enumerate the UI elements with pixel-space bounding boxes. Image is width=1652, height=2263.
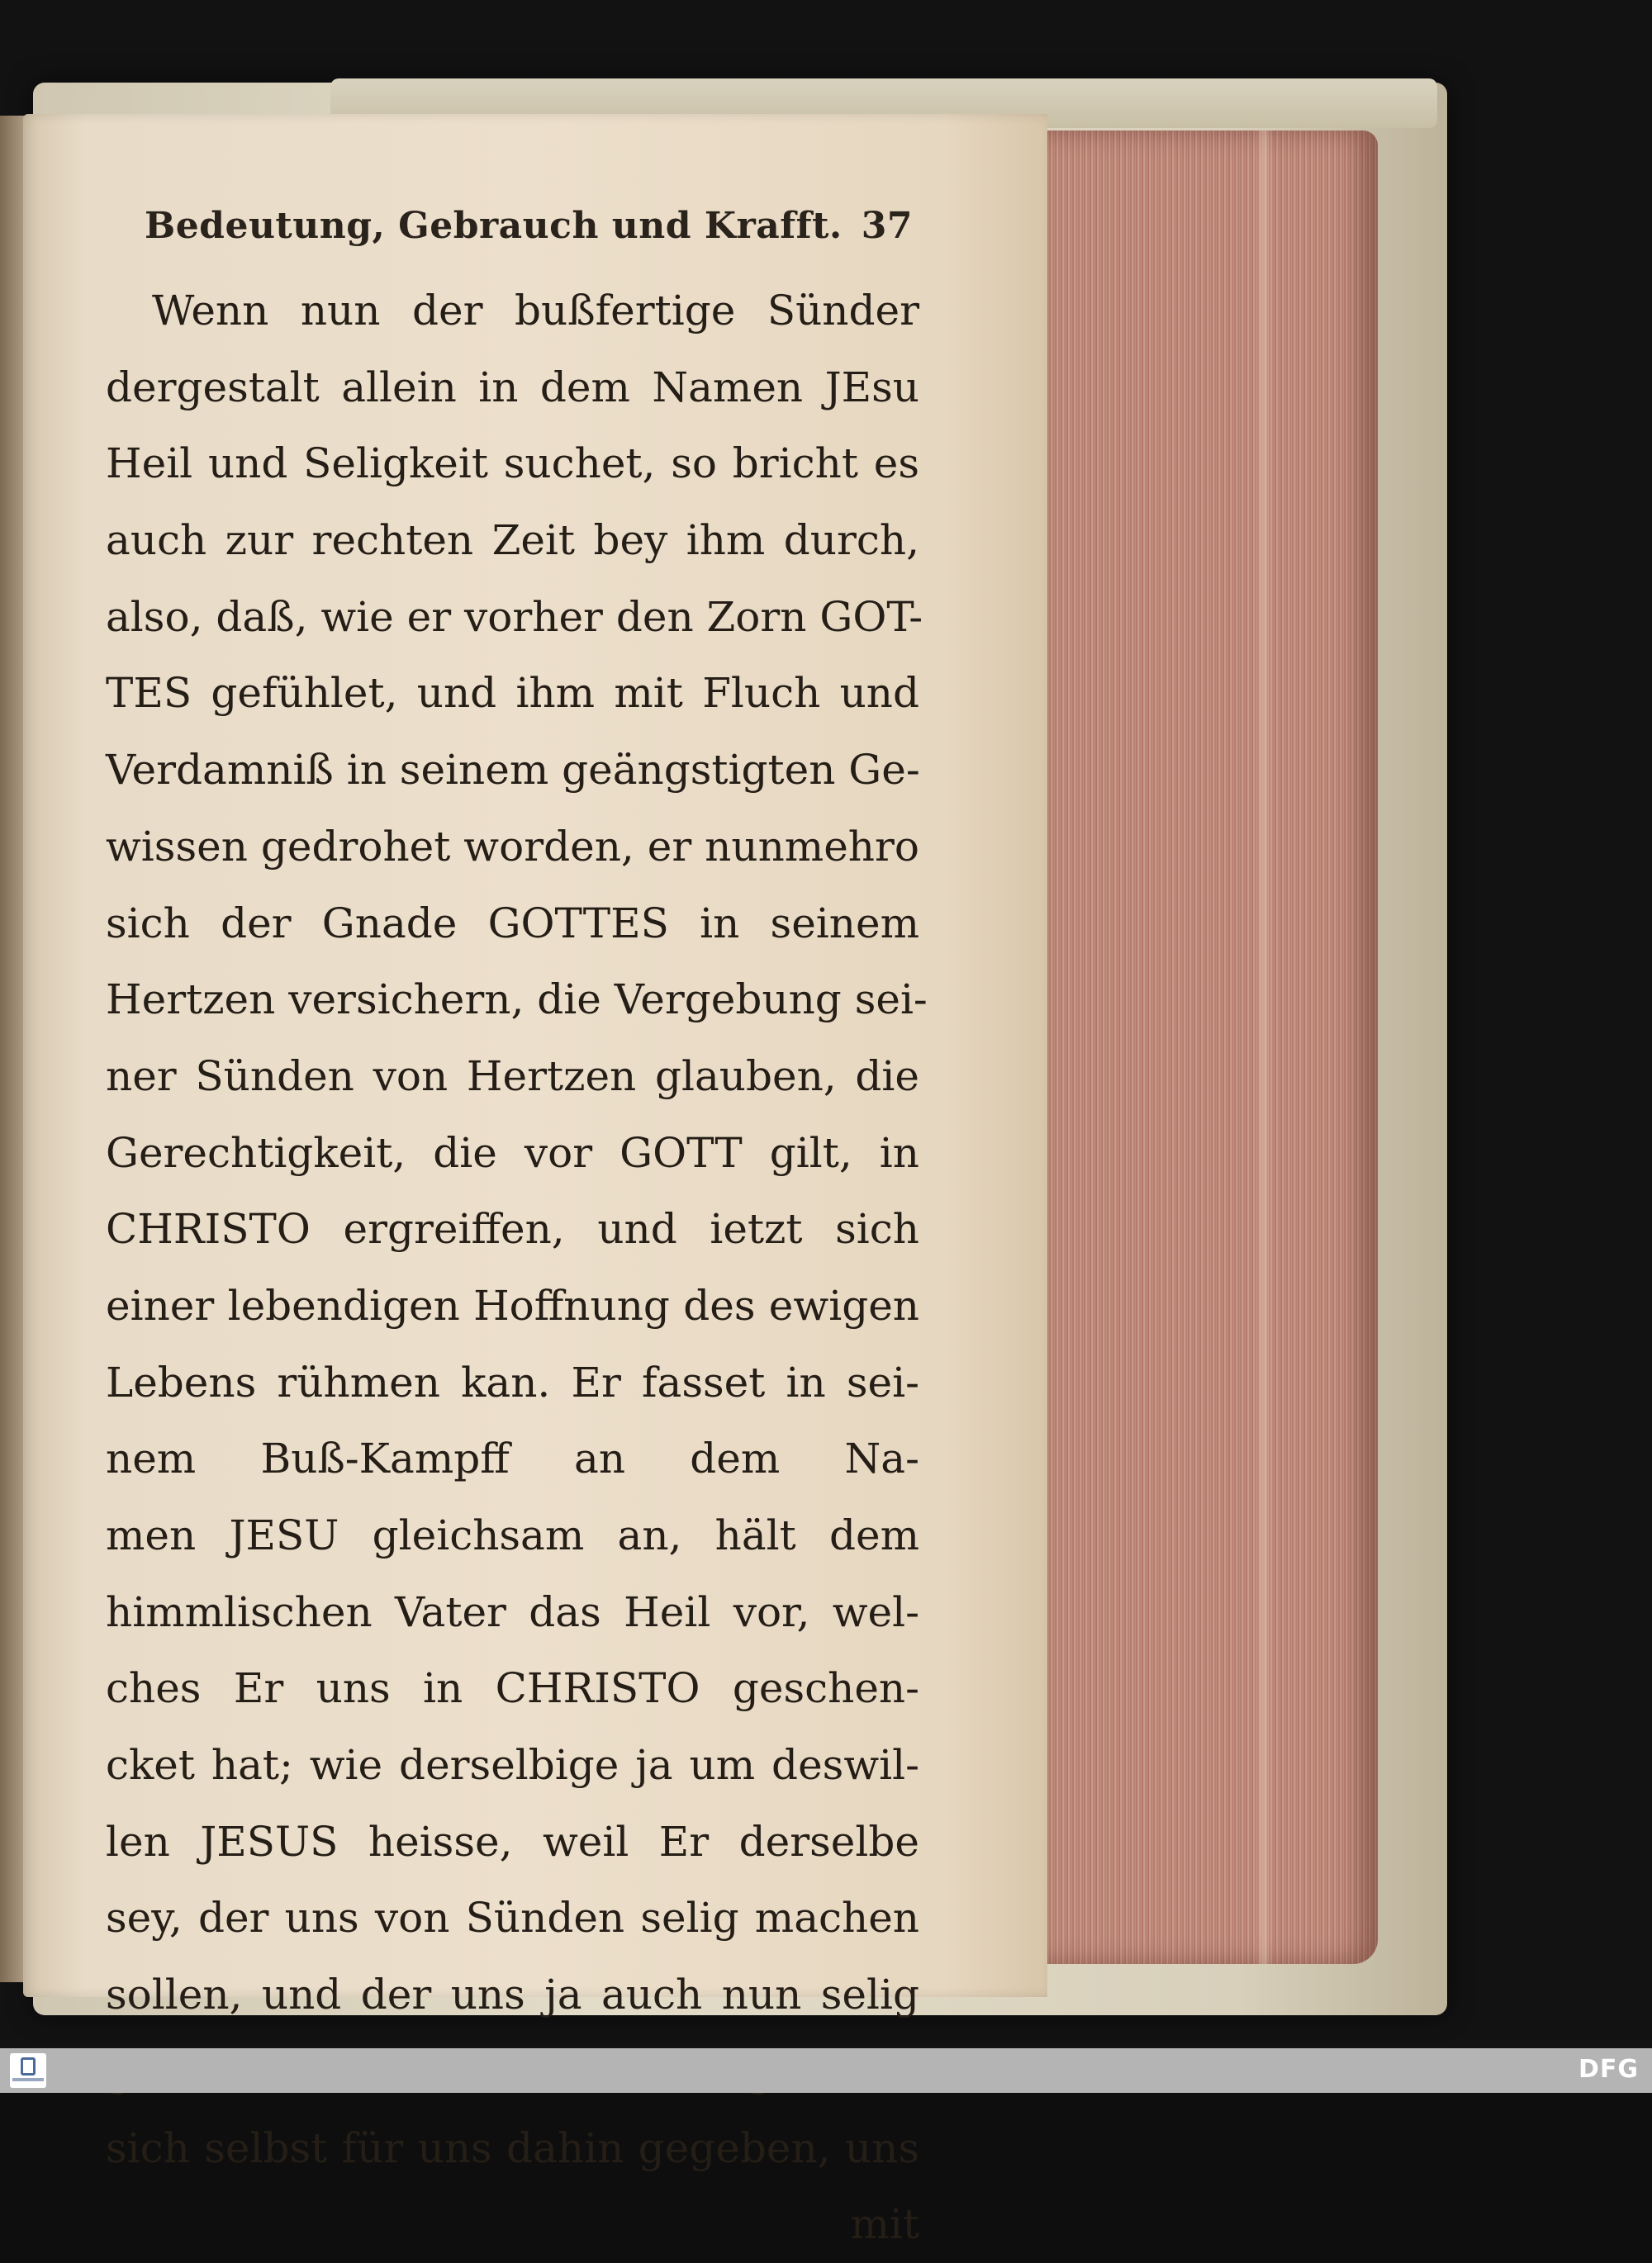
- text-line: cket hat; wie derselbige ja um deswil-: [106, 1741, 919, 1790]
- text-line: Verdamniß in seinem geängstigten Ge-: [106, 746, 920, 795]
- text-line: Wenn nun der bußfertige Sünder: [152, 287, 919, 334]
- viewer-footer-bar: [0, 2048, 1652, 2093]
- text-line: Hertzen versichern, die Vergebung sei-: [106, 975, 928, 1024]
- text-line: TES gefühlet, und ihm mit Fluch und: [106, 669, 919, 718]
- page-number: 37: [861, 205, 913, 247]
- text-line: Lebens rühmen kan. Er fasset in sei-: [106, 1358, 919, 1407]
- text-line: dergestalt allein in dem Namen JEsu: [106, 363, 919, 411]
- text-line: men JESU gleichsam an, hält dem: [106, 1511, 919, 1559]
- text-line: himmlischen Vater das Heil vor, wel-: [106, 1587, 919, 1636]
- text-line: ner Sünden von Hertzen glauben, die: [106, 1051, 919, 1100]
- text-line: sich selbst für uns dahin gegeben, uns: [106, 2123, 919, 2172]
- text-line: sich der Gnade GOTTES in seinem: [106, 899, 919, 947]
- text-line: nem Buß-Kampff an dem Na-: [106, 1435, 919, 1483]
- library-logo-icon[interactable]: [10, 2053, 46, 2088]
- text-line: auch zur rechten Zeit bey ihm durch,: [106, 516, 919, 565]
- running-head: [145, 205, 913, 263]
- library-logo-mark: [21, 2057, 36, 2076]
- text-line: CHRISTO ergreiffen, und ietzt sich: [106, 1205, 919, 1254]
- dfg-logo[interactable]: DFG: [1578, 2055, 1639, 2084]
- text-line: einer lebendigen Hoffnung des ewigen: [106, 1281, 919, 1330]
- text-line: ches Er uns in CHRISTO geschen-: [106, 1664, 919, 1713]
- text-line: sey, der uns von Sünden selig machen: [106, 1894, 919, 1943]
- text-line: len JESUS heisse, weil Er derselbe: [106, 1817, 919, 1866]
- red-page-edges: [1047, 130, 1378, 1964]
- text-line: also, daß, wie er vorher den Zorn GOT-: [106, 592, 923, 641]
- page-edges-highlight: [1256, 130, 1272, 1964]
- text-line: sollen, und der uns ja auch nun selig: [106, 1971, 919, 2019]
- running-head-title: Bedeutung, Gebrauch und Krafft.: [145, 205, 843, 247]
- text-line: wissen gedrohet worden, er nunmehro: [106, 822, 919, 871]
- library-logo-caption: [12, 2078, 44, 2081]
- body-text: [106, 273, 928, 2263]
- text-line: Heil und Seligkeit suchet, so bricht es: [106, 439, 919, 488]
- text-line: Gerechtigkeit, die vor GOTT gilt, in: [106, 1128, 919, 1177]
- catchword: mit: [850, 2200, 919, 2249]
